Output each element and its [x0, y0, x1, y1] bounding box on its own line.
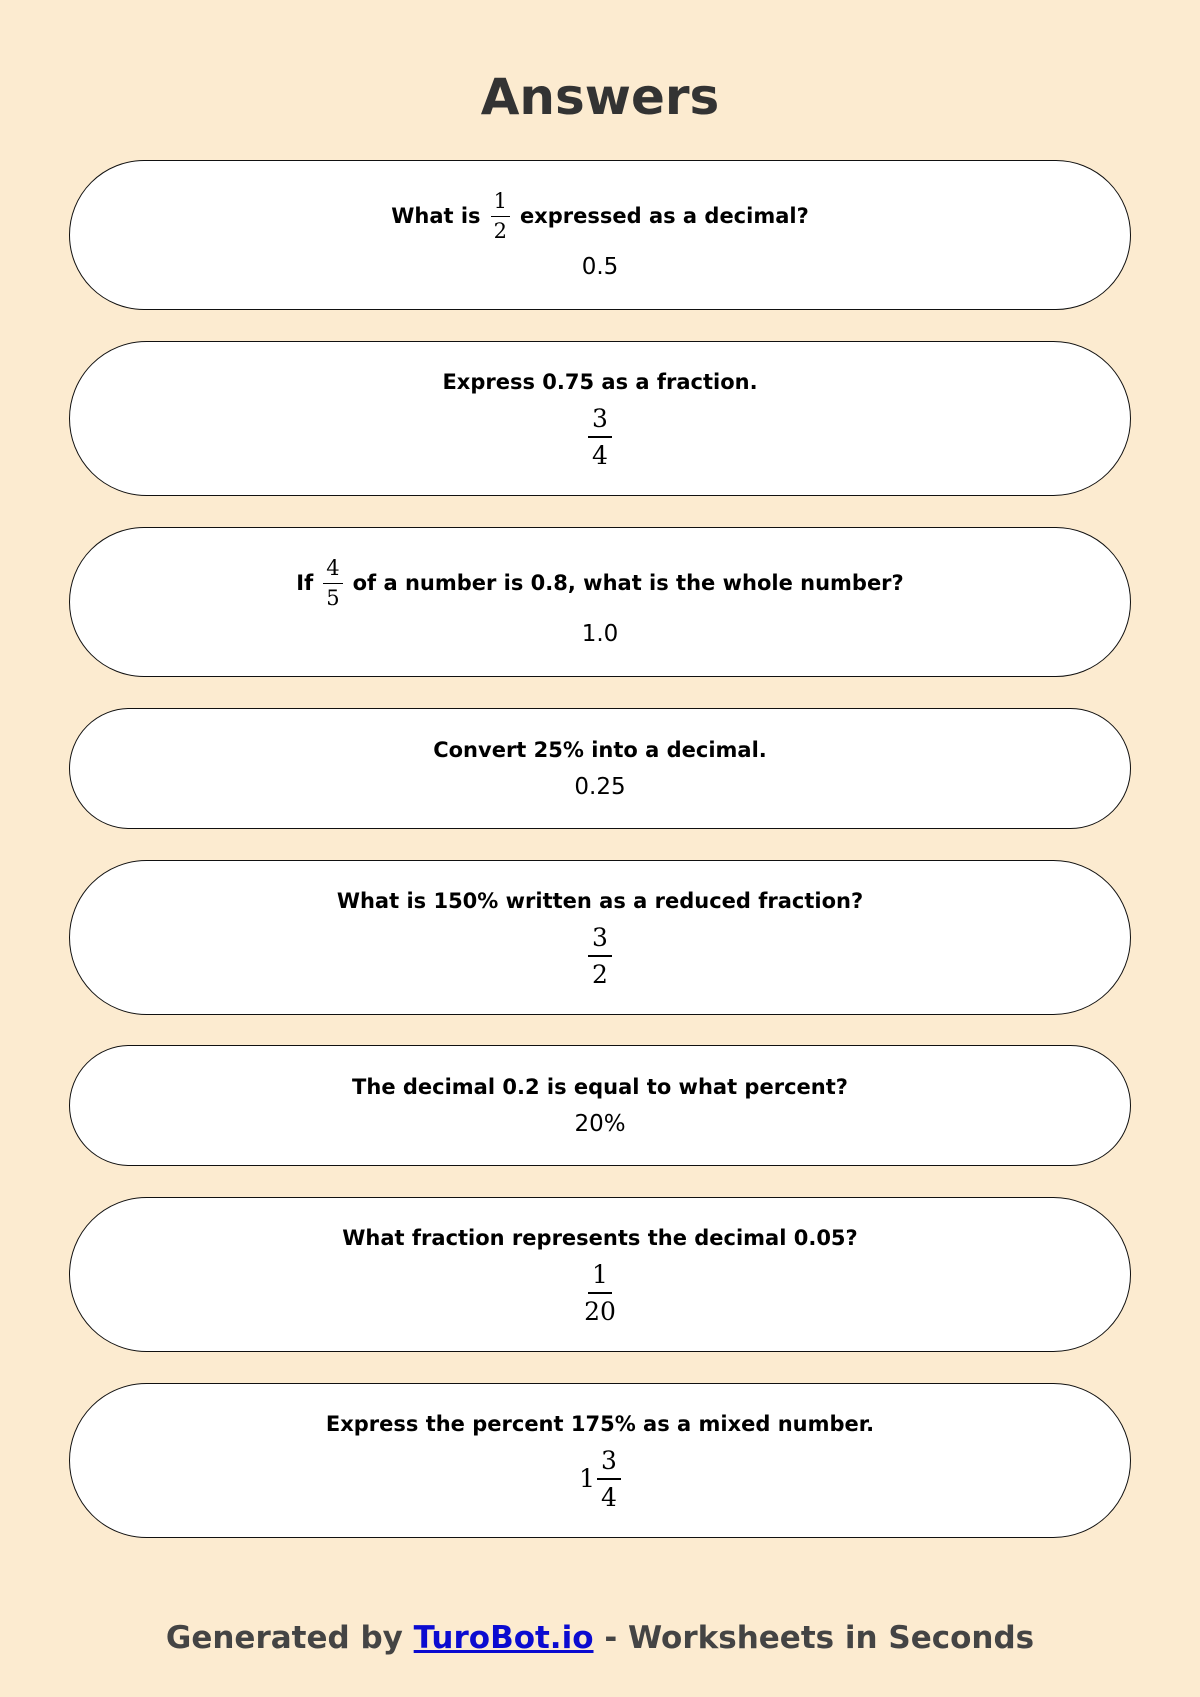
- answer-card: [69, 160, 1131, 310]
- answer-card: [69, 1197, 1131, 1352]
- answer-card: [69, 860, 1131, 1015]
- question-text: If $\frac{4}{5}$ of a number is 0.8, what is the whole number?: [296, 555, 904, 610]
- fraction: $\frac{4}{5}$: [323, 558, 342, 609]
- answer-card: [69, 527, 1131, 677]
- question-text: Convert 25% into a decimal.: [433, 737, 767, 762]
- answer-text: 0.5: [581, 253, 619, 280]
- answer-text: 20%: [574, 1110, 626, 1137]
- question-text: What is $\frac{1}{2}$ expressed as a decimal?: [391, 188, 809, 243]
- question-text: What fraction represents the decimal 0.05?: [342, 1225, 858, 1250]
- answer-text: 1.0: [581, 620, 619, 647]
- question-text: The decimal 0.2 is equal to what percent?: [352, 1074, 848, 1099]
- fraction: $\frac{1}{2}$: [491, 191, 510, 242]
- answer-card: [69, 1045, 1131, 1166]
- answer-fraction: $\frac{3}{4}$: [588, 406, 612, 468]
- question-text: Express the percent 175% as a mixed number.: [325, 1411, 875, 1436]
- footer: Generated by TuroBot.io - Worksheets in Seconds: [165, 1620, 1035, 1656]
- answer-fraction: $\frac{1}{20}$: [584, 1259, 616, 1326]
- answer-card: [69, 1383, 1131, 1538]
- answer-fraction: $\frac{3}{2}$: [588, 925, 612, 987]
- answer-text: 0.25: [574, 773, 626, 800]
- answer-mixed-number: 1 $\frac{3}{4}$: [579, 1448, 621, 1510]
- answer-card: [69, 708, 1131, 829]
- question-text: Express 0.75 as a fraction.: [442, 369, 758, 394]
- page-title: Answers: [480, 68, 720, 126]
- question-text: What is 150% written as a reduced fraction?: [336, 888, 864, 913]
- answer-card: [69, 341, 1131, 496]
- turobot-link[interactable]: TuroBot.io: [413, 1620, 594, 1656]
